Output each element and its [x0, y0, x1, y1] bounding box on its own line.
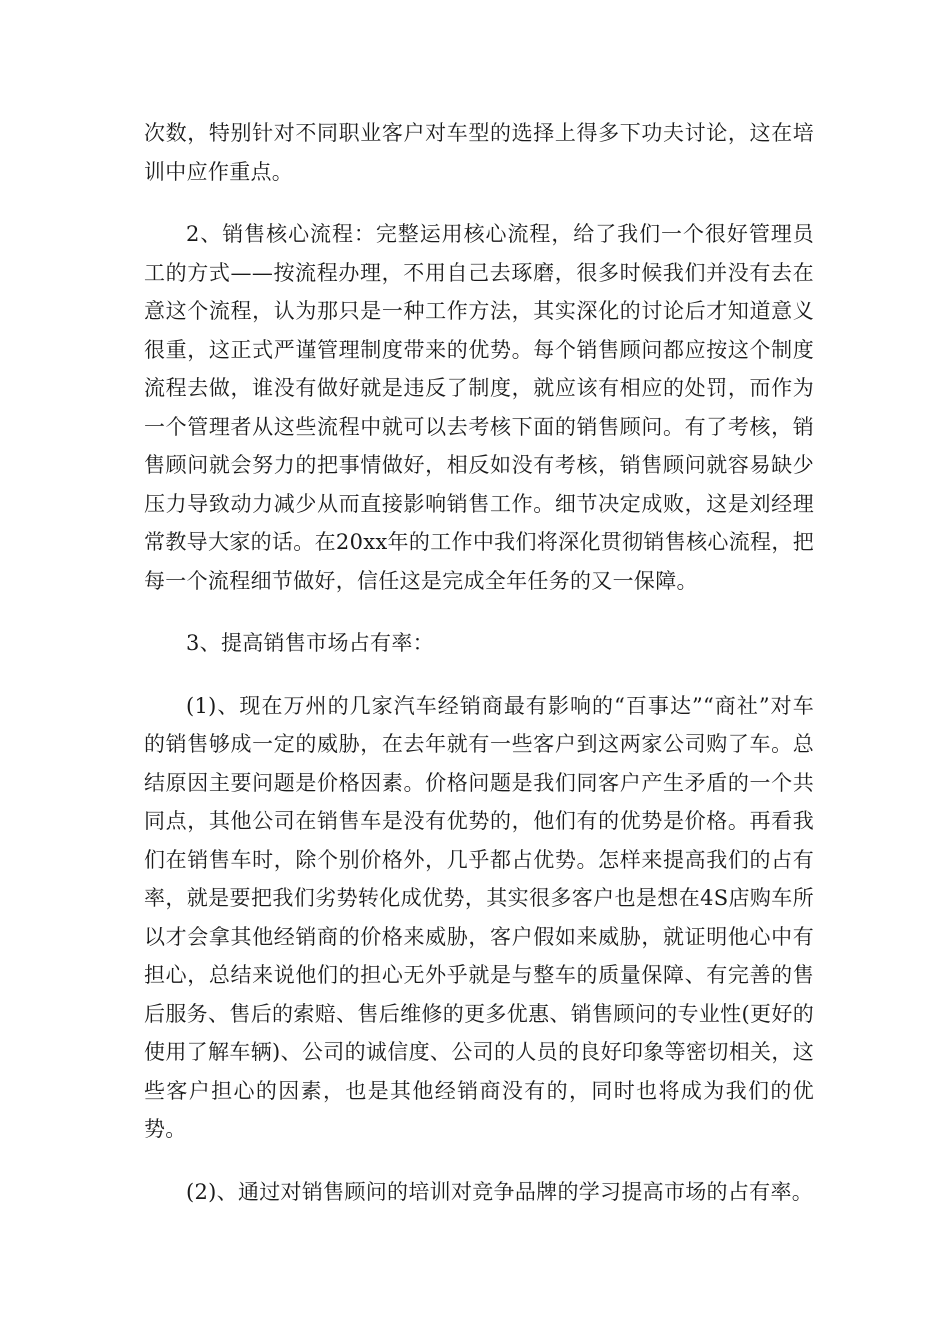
document-body: [144, 114, 814, 1211]
paragraph-market-share-heading: 3、提高销售市场占有率：: [186, 631, 434, 655]
paragraph-continued: 次数，特别针对不同职业客户对车型的选择上得多下功夫讨论，这在培训中应作重点。: [144, 121, 814, 184]
paragraph-sales-core-process: 2、销售核心流程：完整运用核心流程，给了我们一个很好管理员工的方式——按流程办理，不用自己去琢磨，很多时候我们并没有去在意这个流程，认为那只是一种工作方法，其实深化的讨论后才知道意义很重，这正式严谨管理制度带来的优势。每个销售顾问都应按这个制度流程去做，谁没有做好就是违反了制度，就应该有相应的处罚，而作为一个管理者从这些流程中就可以去考核下面的销售顾问。有了考核，销售顾问就会努力的把事情做好，相反如没有考核，销售顾问就容易缺少压力导致动力减少从而直接影响销售工作。细节决定成败，这是刘经理常教导大家的话。在20xx年的工作中我们将深化贯彻销售核心流程，把每一个流程细节做好，信任这是完成全年任务的又一保障。: [144, 222, 814, 593]
paragraph-training-competition: (2)、通过对销售顾问的培训对竞争品牌的学习提高市场的占有率。: [186, 1179, 814, 1204]
paragraph-competitor-pricing: (1)、现在万州的几家汽车经销商最有影响的“百事达”“商社”对车的销售够成一定的威胁，在去年就有一些客户到这两家公司购了车。总结原因主要问题是价格因素。价格问题是我们同客户产生矛盾的一个共同点，其他公司在销售车是没有优势的，他们有的优势是价格。再看我们在销售车时，除个别价格外，几乎都占优势。怎样来提高我们的占有率，就是要把我们劣势转化成优势，其实很多客户也是想在4S店购车所以才会拿其他经销商的价格来威胁，客户假如来威胁，就证明他心中有担心，总结来说他们的担心无外乎就是与整车的质量保障、有完善的售后服务、售后的索赔、售后维修的更多优惠、销售顾问的专业性(更好的使用了解车辆)、公司的诚信度、公司的人员的良好印象等密切相关，这些客户担心的因素，也是其他经销商没有的，同时也将成为我们的优势。: [144, 693, 814, 1141]
